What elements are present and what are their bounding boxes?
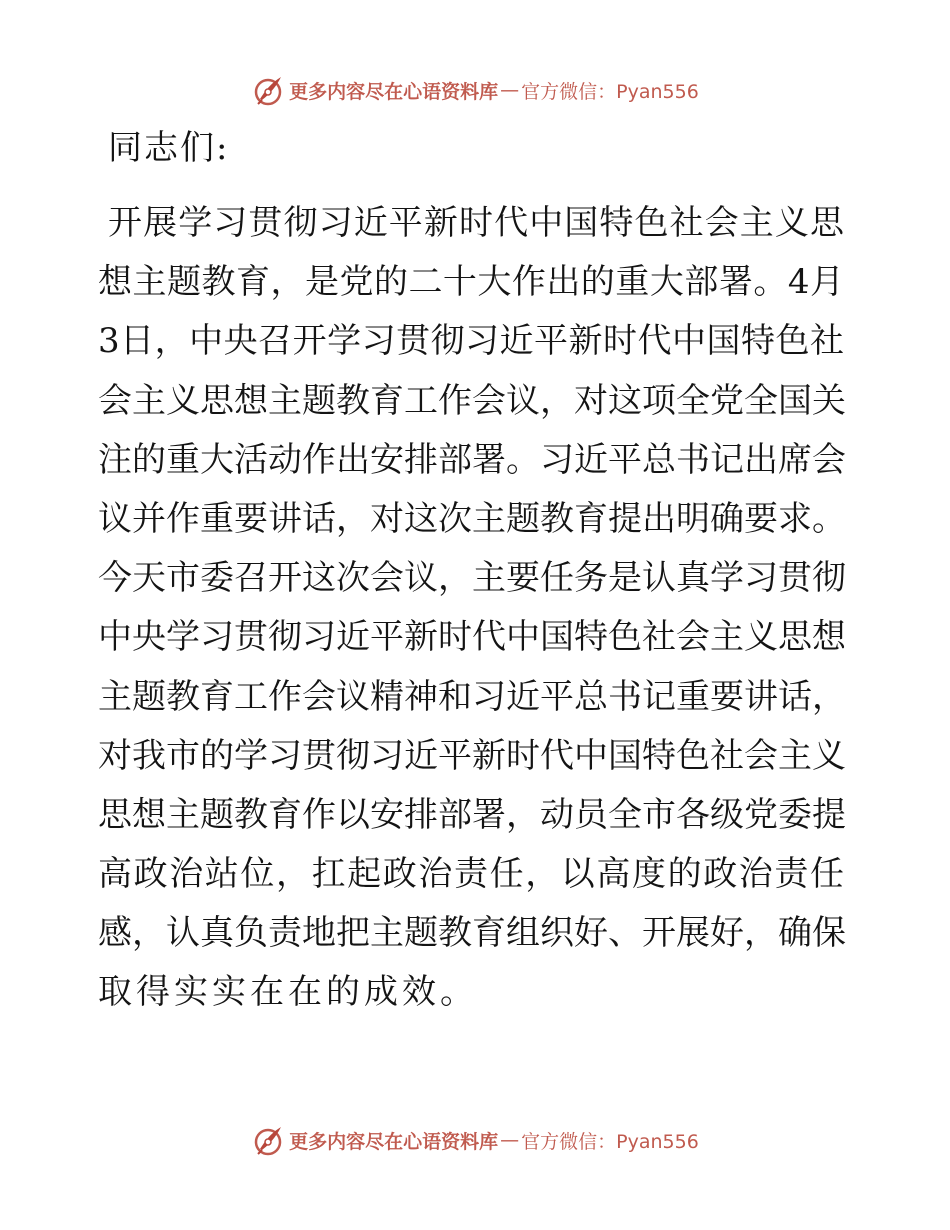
header-watermark xyxy=(0,72,950,108)
watermark-contact: 官方微信：Pyan556 xyxy=(521,1130,699,1153)
paragraph-line: 想主题教育，是党的二十大作出的重大部署。4月 xyxy=(98,262,844,303)
paragraph-line: 对我市的学习贯彻习近平新时代中国特色社会主义 xyxy=(98,735,846,776)
watermark-dash: — xyxy=(500,79,520,101)
feather-pen-logo-icon xyxy=(251,73,285,107)
salutation: 同志们: xyxy=(108,128,230,168)
paragraph-line: 高政治站位，扛起政治责任，以高度的政治责任 xyxy=(98,854,844,895)
paragraph-line: 取得实实在在的成效。 xyxy=(98,972,478,1013)
footer-watermark xyxy=(0,1122,950,1158)
watermark-contact: 官方微信：Pyan556 xyxy=(521,80,699,103)
paragraph-line: 会主义思想主题教育工作会议，对这项全党全国关 xyxy=(98,380,846,421)
body-paragraph xyxy=(98,194,858,1023)
watermark-dash: — xyxy=(500,1129,520,1151)
paragraph-line: 开展学习贯彻习近平新时代中国特色社会主义思 xyxy=(108,203,844,243)
feather-pen-logo-icon xyxy=(251,1123,285,1157)
paragraph-line: 议并作重要讲话，对这次主题教育提出明确要求。 xyxy=(98,498,846,539)
paragraph-line: 今天市委召开这次会议，主要任务是认真学习贯彻 xyxy=(98,558,846,599)
paragraph-line: 思想主题教育作以安排部署，动员全市各级党委提 xyxy=(98,794,846,835)
watermark-text: 更多内容尽在心语资料库 xyxy=(289,1130,499,1153)
paragraph-line: 主题教育工作会议精神和习近平总书记重要讲话， xyxy=(98,676,846,717)
paragraph-line: 注的重大活动作出安排部署。习近平总书记出席会 xyxy=(98,439,846,480)
paragraph-line: 中央学习贯彻习近平新时代中国特色社会主义思想 xyxy=(98,617,846,658)
paragraph-line: 感，认真负责地把主题教育组织好、开展好，确保 xyxy=(98,913,846,954)
paragraph-line: 3日，中央召开学习贯彻习近平新时代中国特色社 xyxy=(98,321,844,362)
watermark-text: 更多内容尽在心语资料库 xyxy=(289,80,499,103)
